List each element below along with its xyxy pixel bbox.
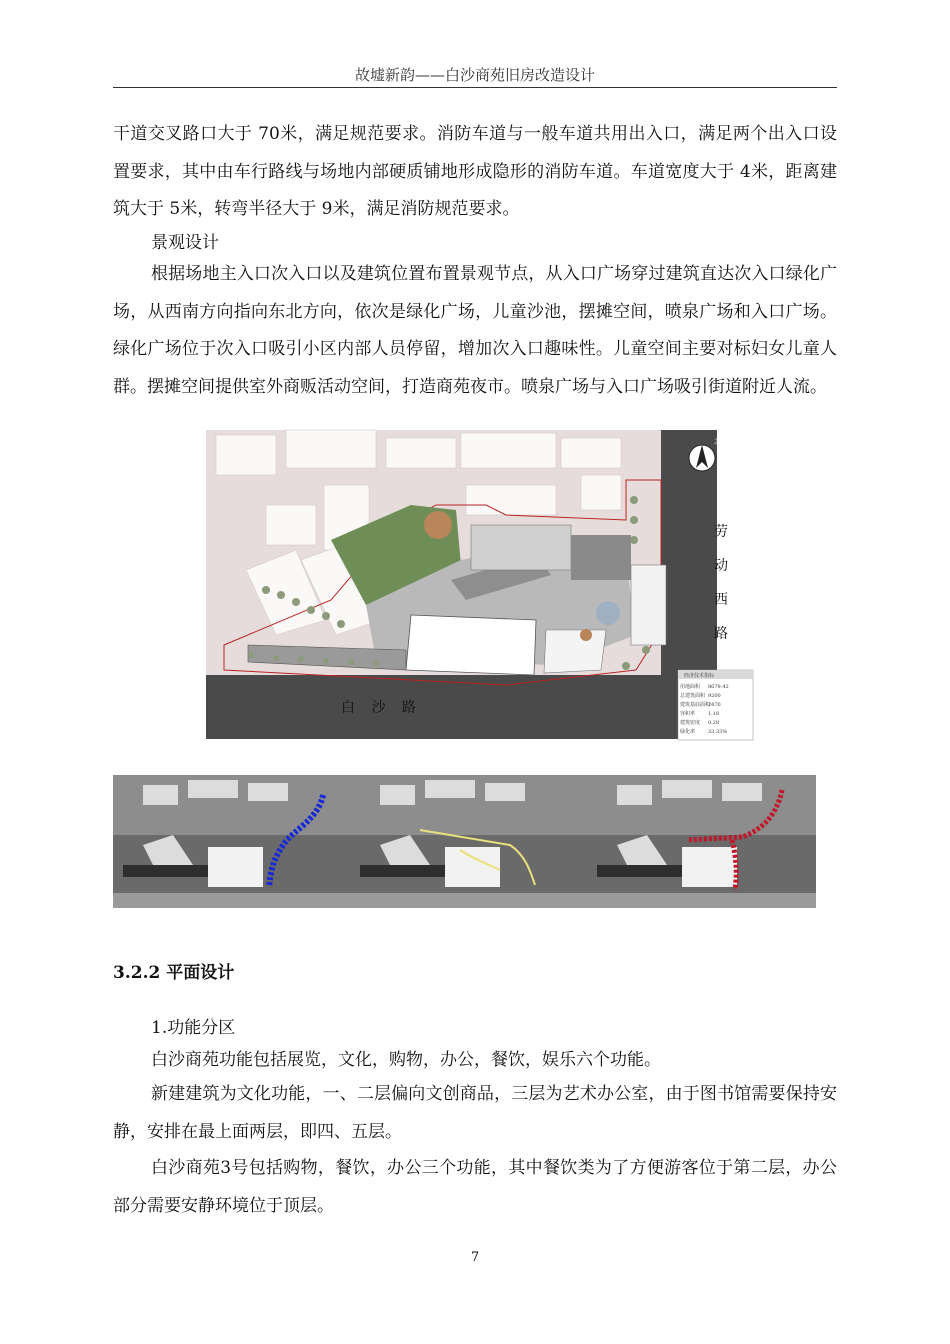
page-number: 7	[470, 1250, 480, 1265]
table-label: 用地面积	[680, 684, 701, 690]
paragraph-function-zoning: 1.功能分区	[151, 1018, 236, 1038]
paragraph-fire-lane: 干道交叉路口大于 70米，满足规范要求。消防车道与一般车道共用出入口，满足两个出入口设置要求，其中由车行路线与场地内部硬质铺地形成隐形的消防车道。车道宽度大于 4米，距离建筑大于 5米，转弯半径大于 9米，满足消防规范要求。	[113, 124, 837, 219]
paragraph-functions: 白沙商苑功能包括展览，文化，购物，办公，餐饮，娱乐六个功能。	[151, 1050, 661, 1070]
paragraph-landscape: 根据场地主入口次入口以及建筑位置布置景观节点，从入口广场穿过建筑直达次入口绿化广场，从西南方向指向东北方向，依次是绿化广场，儿童沙池，摆摊空间，喷泉广场和入口广场。绿化广场位于次入口吸引小区内部人员停留，增加次入口趣味性。儿童空间主要对标妇女儿童人群。摆摊空间提供室外商贩活动空间，打造商苑夜市。喷泉广场与入口广场吸引街道附近人流。	[113, 264, 837, 397]
section-heading: 3.2.2 平面设计	[113, 963, 235, 983]
site-plan-image	[206, 430, 729, 739]
table-value: 0.28	[708, 720, 720, 726]
table-value: 9200	[708, 693, 721, 699]
table-label: 容积率	[680, 711, 696, 717]
table-value: 33.33%	[708, 729, 728, 735]
table-title: 经济技术指标	[684, 673, 715, 679]
table-label: 建筑密度	[680, 720, 701, 726]
paragraph-building-3: 白沙商苑3号包括购物，餐饮，办公三个功能，其中餐饮类为了方便游客位于第二层，办公部分需要安静环境位于顶层。	[113, 1158, 837, 1216]
road-label-east-4: 路	[714, 626, 728, 642]
route-diagram-red	[587, 775, 816, 908]
road-label-east-2: 动	[714, 558, 728, 574]
paragraph-new-building: 新建建筑为文化功能，一、二层偏向文创商品，三层为艺术办公室，由于图书馆需要保持安静，安排在最上面两层，即四、五层。	[113, 1084, 837, 1142]
road-label-baisha: 白 沙 路	[341, 700, 422, 716]
road-label-east-3: 西	[714, 592, 728, 608]
road-label-east-1: 劳	[714, 524, 728, 540]
economic-indicators-table	[678, 670, 753, 740]
table-value: 8679.42	[708, 684, 729, 690]
route-diagram-yellow	[350, 775, 587, 908]
table-value: 2470	[708, 702, 721, 708]
running-header: 故墟新韵——白沙商苑旧房改造设计	[354, 66, 595, 84]
table-label: 总建筑面积	[680, 693, 706, 699]
north-label: 北	[714, 437, 722, 446]
table-label: 建筑基底面积	[680, 702, 711, 708]
route-diagram-blue	[113, 775, 350, 908]
table-value: 1.18	[708, 711, 720, 717]
paragraph-landscape-heading: 景观设计	[151, 233, 219, 253]
table-label: 绿化率	[680, 729, 696, 735]
header-rule	[113, 87, 837, 88]
